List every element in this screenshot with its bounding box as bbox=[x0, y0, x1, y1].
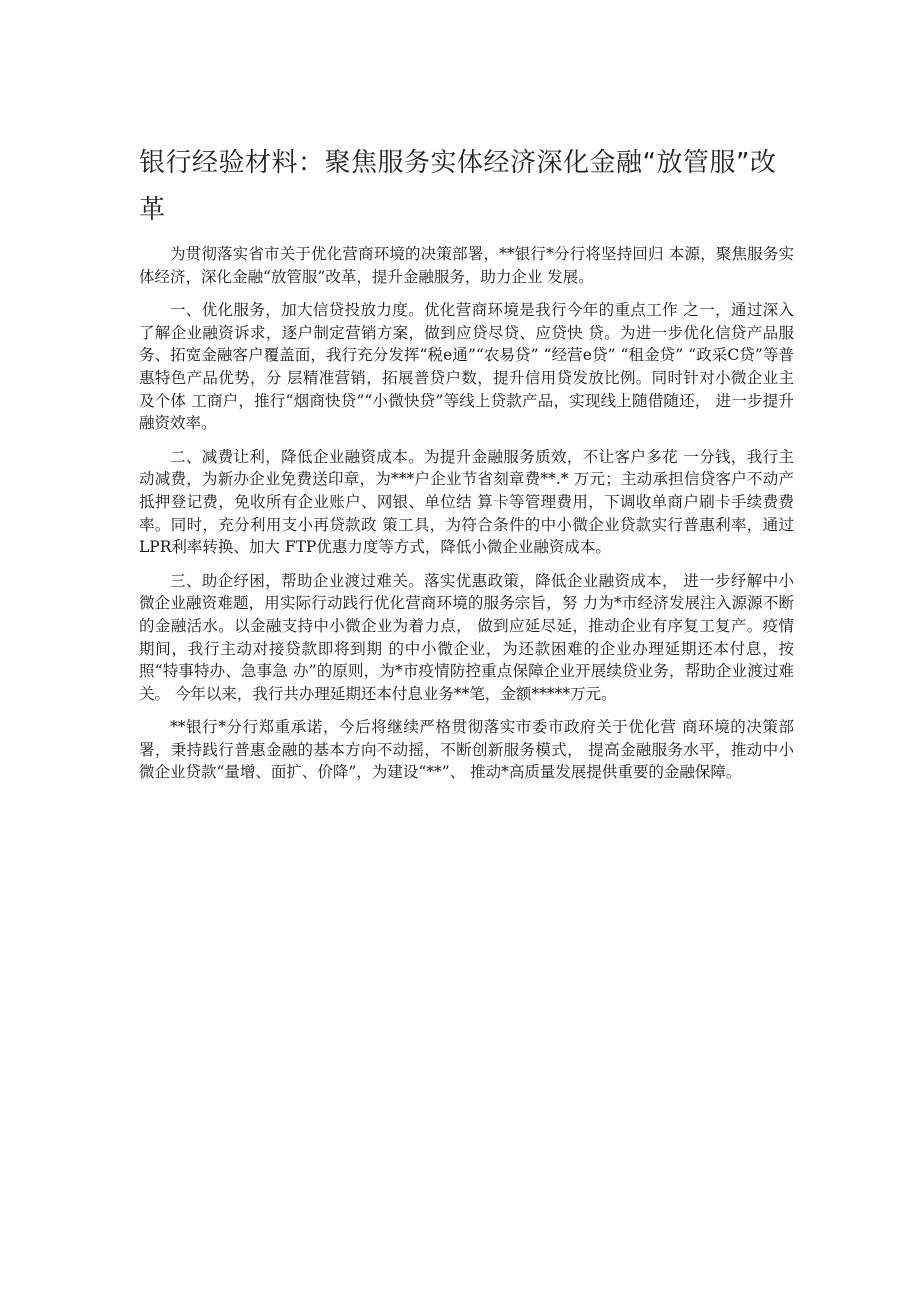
paragraph-intro: 为贯彻落实省市关于优化营商环境的决策部署，**银行*分行将坚持回归 本源，聚焦服务实体经济，深化金融“放管服”改革，提升金融服务，助力企业 发展。 bbox=[139, 245, 794, 286]
paragraph-section-1: 一、优化服务，加大信贷投放力度。优化营商环境是我行今年的重点工作 之一，通过深入了解企业融资诉求，逐户制定营销方案，做到应贷尽贷、应贷快 贷。为进一步优化信贷产品服务、拓宽金融客户覆盖面，我行充分发挥“税e通”“农易贷” “经营e贷” “租金贷” “政采C贷”等普惠特色产品优势，分 层精准营销，拓展普贷户数，提升信用贷发放比例。同时针对小微企业主及个体 工商户，推行“烟商快贷”“小微快贷”等线上贷款产品，实现线上随借随还， 进一步提升融资效率。 bbox=[139, 301, 794, 433]
paragraph-section-2: 二、减费让利，降低企业融资成本。为提升金融服务质效，不让客户多花 一分钱，我行主动减费，为新办企业免费送印章，为***户企业节省刻章费**.* 万元；主动承担信贷客户不动产抵押登记费，免收所有企业账户、网银、单位结 算卡等管理费用，下调收单商户刷卡手续费费率。同时，充分利用支小再贷款政 策工具，为符合条件的中小微企业贷款实行普惠利率，通过LPR利率转换、加大 FTP优惠力度等方式，降低小微企业融资成本。 bbox=[139, 447, 794, 557]
document-title: 银行经验材料：聚焦服务实体经济深化金融“放管服”改革 bbox=[139, 148, 777, 225]
document-body bbox=[139, 243, 794, 795]
paragraph-conclusion: **银行*分行郑重承诺，今后将继续严格贯彻落实市委市政府关于优化营 商环境的决策部署，秉持践行普惠金融的基本方向不动摇，不断创新服务模式， 提高金融服务水平，推动中小微企业贷款“量增、面扩、价降”，为建设“**”、 推动*高质量发展提供重要的金融保障。 bbox=[139, 718, 794, 782]
paragraph-section-3: 三、助企纾困，帮助企业渡过难关。落实优惠政策，降低企业融资成本， 进一步纾解中小微企业融资难题，用实际行动践行优化营商环境的服务宗旨，努 力为*市经济发展注入源源不断的金融活水。以金融支持中小微企业为着力点， 做到应延尽延，推动企业有序复工复产。疫情期间，我行主动对接贷款即将到期 的中小微企业，为还款困难的企业办理延期还本付息，按照“特事特办、急事急 办”的原则，为*市疫情防控重点保障企业开展续贷业务，帮助企业渡过难关。 今年以来，我行共办理延期还本付息业务**笔，金额*****万元。 bbox=[139, 571, 794, 703]
